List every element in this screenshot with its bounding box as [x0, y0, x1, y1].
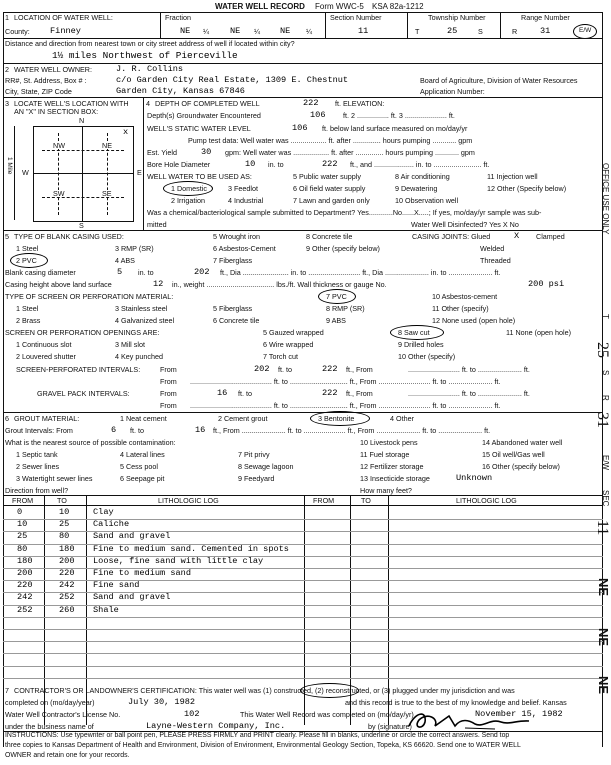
opening-drilled[interactable]: 9 Drilled holes: [398, 340, 444, 349]
signature-mark: [405, 708, 535, 732]
table-row: [3, 605, 603, 618]
certification-line-2b: and this record is true to the best of my knowledge and belief. Kansas: [345, 698, 567, 707]
gravel-label: GRAVEL PACK INTERVALS:: [37, 389, 130, 398]
casing-height-label: Casing height above land surface: [5, 280, 112, 289]
opening-sawcut-circle: [390, 325, 444, 340]
contam-privy[interactable]: 7 Pit privy: [238, 450, 270, 459]
log-cell-from[interactable]: 200: [17, 568, 33, 578]
screen-fiberglass[interactable]: 5 Fiberglass: [213, 304, 253, 313]
screen-pvc[interactable]: 7 PVC: [326, 292, 347, 301]
log-cell-from[interactable]: 242: [17, 592, 33, 603]
fraction-2[interactable]: NE: [230, 26, 241, 36]
yield-value[interactable]: 30: [201, 147, 212, 157]
county-value[interactable]: Finney: [50, 26, 81, 36]
casing-weight-label: in., weight .................................. lbs./ft. Wall thickness or gauge No.: [172, 280, 387, 289]
section-6-number: 6: [5, 414, 9, 423]
contam-feedyard[interactable]: 9 Feedyard: [238, 474, 275, 483]
casing-clamped[interactable]: Clamped: [536, 232, 565, 241]
log-cell-to[interactable]: 180: [59, 543, 75, 554]
locator-e: E: [137, 168, 142, 177]
static-tail: ft. below land surface measured on mo/day/yr: [322, 124, 468, 133]
contam-livestock[interactable]: 10 Livestock pens: [360, 438, 418, 447]
log-cell-desc[interactable]: Loose, fine sand with little clay: [93, 555, 264, 566]
contam-insecticide[interactable]: 13 Insecticide storage: [360, 474, 430, 483]
quarter-2: ¼: [254, 27, 260, 36]
section-7-number: 7: [5, 686, 9, 695]
contam-fuel[interactable]: 11 Fuel storage: [360, 450, 410, 459]
casing-other[interactable]: 9 Other (specify below): [306, 244, 380, 253]
static-value[interactable]: 106: [292, 123, 308, 133]
township-label: Township Number: [428, 13, 486, 22]
locator-ne: NE: [102, 141, 112, 150]
chem-sample-label: Was a chemical/bacteriological sample submitted to Department? Yes............No......X.....; If yes, mo/day/yr sample was sub-: [147, 208, 542, 217]
log-cell-from[interactable]: 0: [17, 507, 23, 517]
use-domestic[interactable]: 1 Domestic: [171, 184, 207, 193]
section-1-label: LOCATION OF WATER WELL:: [14, 13, 113, 22]
pump-test-label: Pump test data: Well water was .................. ft. after .............. hours pumping ............ gpm: [188, 136, 473, 145]
use-oilfield[interactable]: 6 Oil field water supply: [293, 184, 366, 193]
township-t: T: [415, 27, 420, 36]
grout-cement[interactable]: 2 Cement grout: [218, 414, 268, 423]
log-cell-to[interactable]: 10: [59, 507, 70, 517]
casing-height-value[interactable]: 12: [153, 279, 164, 289]
casing-joints-x[interactable]: X: [514, 231, 520, 241]
yield-label: Est. Yield: [147, 148, 177, 157]
casing-rmp[interactable]: 3 RMP (SR): [115, 244, 154, 253]
casing-label: TYPE OF BLANK CASING USED:: [14, 232, 124, 241]
opening-gauzed[interactable]: 5 Gauzed wrapped: [263, 328, 324, 337]
log-cell-from[interactable]: 220: [17, 580, 33, 591]
contam-septic[interactable]: 1 Septic tank: [16, 450, 58, 459]
opening-torch[interactable]: 7 Torch cut: [263, 352, 299, 361]
application-label: Application Number:: [420, 87, 485, 96]
perforated-label: SCREEN-PERFORATED INTERVALS:: [16, 365, 141, 374]
screen-rmp[interactable]: 8 RMP (SR): [326, 304, 365, 313]
form-title: WATER WELL RECORD: [215, 2, 305, 11]
perf-to-value[interactable]: 222: [322, 364, 338, 374]
range-ew: E/W: [579, 27, 592, 34]
distance-label: Distance and direction from nearest town or city street address of well if located within city?: [5, 39, 295, 48]
section-2-number: 2: [5, 65, 9, 74]
perf-from-label-2: ft., From: [346, 365, 373, 374]
completed-value[interactable]: July 30, 1982: [128, 697, 196, 707]
use-other[interactable]: 12 Other (Specify below): [487, 184, 567, 193]
instructions-line-1: INSTRUCTIONS: Use typewriter or ball point pen, PLEASE PRESS FIRMLY and PRINT clearly. Please fill in blanks, underline or circle the correct answers. Send top: [5, 732, 510, 739]
gravel-from-label-2: ft., From: [346, 389, 373, 398]
screen-stainless[interactable]: 3 Stainless steel: [115, 304, 168, 313]
gravel-to-value[interactable]: 222: [322, 388, 338, 398]
log-header-to-2: TO: [361, 496, 371, 505]
use-air[interactable]: 8 Air conditioning: [395, 172, 450, 181]
casing-abs[interactable]: 4 ABS: [115, 256, 135, 265]
opening-other[interactable]: 10 Other (specify): [398, 352, 456, 361]
casing-pvc[interactable]: 2 PVC: [16, 256, 37, 265]
locator-n: N: [79, 116, 85, 125]
gravel-from-label-1: From: [160, 389, 177, 398]
log-cell-to[interactable]: 252: [59, 592, 75, 603]
gravel-from-label-3: From: [160, 401, 177, 410]
table-row: [3, 580, 603, 593]
contam-cesspool[interactable]: 5 Cess pool: [120, 462, 158, 471]
grout-from-value[interactable]: 6: [111, 425, 117, 435]
bore-value[interactable]: 10: [245, 159, 256, 169]
use-injection[interactable]: 11 Injection well: [487, 172, 538, 181]
perf-tail-1: .......................... ft. to ...................... ft.: [408, 365, 530, 374]
bore-depth-value[interactable]: 222: [322, 159, 338, 169]
form-number: Form WWC-5: [315, 2, 364, 11]
bore-mid: in. to: [268, 160, 284, 169]
locator-x-mark: x: [123, 127, 129, 137]
groundwater-tail: ft. 2 ................ ft. 3 ..................... ft.: [343, 111, 455, 120]
section-number-value[interactable]: 11: [358, 26, 369, 36]
office-sec-label: SEC: [601, 490, 610, 507]
howmany-label: How many feet?: [360, 486, 412, 495]
grout-tail: ft., From ...................... ft. to ..................... ft., From ...................... ft. to ...................... ft.: [213, 426, 491, 435]
casing-gauge-value[interactable]: 200 psi: [528, 279, 565, 289]
screen-concrete[interactable]: 6 Concrete tile: [213, 316, 260, 325]
range-value[interactable]: 31: [540, 26, 551, 36]
fraction-label: Fraction: [165, 13, 191, 22]
business-value[interactable]: Layne-Western Company, Inc.: [146, 721, 286, 731]
opening-continuous[interactable]: 1 Continuous slot: [16, 340, 72, 349]
license-label: Water Well Contractor's License No.: [5, 710, 121, 719]
contam-oilgas[interactable]: 15 Oil well/Gas well: [482, 450, 545, 459]
yield-tail: gpm: Well water was .................. ft. after .............. hours pumping ............ gpm: [225, 148, 475, 157]
log-cell-to[interactable]: 220: [59, 568, 75, 578]
range-w-circle: [573, 24, 597, 39]
groundwater-value[interactable]: 106: [310, 110, 326, 120]
gravel-tail-2: ......................................... ft. to ............................. ft., From .......................... ft. to ...................... ft.: [190, 401, 501, 410]
quarter-3: ¼: [306, 27, 312, 36]
section-5-number: 5: [5, 232, 9, 241]
casing-asbestos[interactable]: 6 Asbestos-Cement: [213, 244, 276, 253]
disinfected-label: Water Well Disinfected? Yes X No: [411, 220, 519, 229]
use-feedlot[interactable]: 3 Feedlot: [228, 184, 258, 193]
log-header-to: TO: [57, 496, 67, 505]
log-header-from: FROM: [12, 496, 34, 505]
address-value[interactable]: c/o Garden City Real Estate, 1309 E. Chestnut: [116, 75, 349, 85]
log-header-from-2: FROM: [313, 496, 335, 505]
log-cell-from[interactable]: 252: [17, 604, 33, 615]
gravel-from-value[interactable]: 16: [217, 388, 228, 398]
opening-louvered[interactable]: 2 Louvered shutter: [16, 352, 76, 361]
table-row: [3, 617, 603, 630]
contamination-label: What is the nearest source of possible contamination:: [5, 438, 176, 447]
business-label: under the business name of: [5, 722, 94, 731]
contam-watertight[interactable]: 3 Watertight sewer lines: [16, 474, 93, 483]
table-row: [3, 519, 603, 532]
instructions-line-3: OWNER and retain one for your records.: [5, 752, 130, 759]
section-3-number: 3: [5, 99, 9, 108]
fraction-1[interactable]: NE: [180, 26, 191, 36]
office-r-label: R: [601, 395, 610, 401]
log-header-log-2: LITHOLOGIC LOG: [456, 496, 517, 505]
depth-value[interactable]: 222: [303, 98, 319, 108]
license-value[interactable]: 102: [184, 709, 200, 719]
screen-asbestos[interactable]: 10 Asbestos-cement: [432, 292, 498, 301]
signature-label: by (signature): [368, 722, 412, 731]
gravel-tail-1: .......................... ft. to ...................... ft.: [408, 389, 530, 398]
perf-to-label-1: ft. to: [278, 365, 292, 374]
instructions-line-2: three copies to Kansas Department of Health and Environment, Division of Environment, Environmental Geology Section, Topeka, KS 66620. Send one to WATER WELL: [5, 742, 521, 749]
table-row: [3, 592, 603, 605]
log-cell-to[interactable]: 260: [59, 604, 75, 615]
quarter-1: ¼: [203, 27, 209, 36]
table-row: [3, 531, 603, 544]
opening-none[interactable]: 11 None (open hole): [506, 328, 571, 337]
grout-other[interactable]: 4 Other: [390, 414, 414, 423]
office-sec-value: 11: [594, 520, 611, 536]
certification-line-1: CONTRACTOR'S OR LANDOWNER'S CERTIFICATION: This water well was (1) constructed, (2) reconstructed, or (3) plugged under my jurisdiction and was: [14, 686, 515, 695]
casing-concrete[interactable]: 8 Concrete tile: [306, 232, 353, 241]
perf-from-label-1: From: [160, 365, 177, 374]
use-public[interactable]: 5 Public water supply: [293, 172, 361, 181]
log-cell-from[interactable]: 180: [17, 555, 33, 566]
screen-brass[interactable]: 2 Brass: [16, 316, 41, 325]
contam-fertilizer[interactable]: 12 Fertilizer storage: [360, 462, 424, 471]
locator-section-box[interactable]: [33, 126, 134, 222]
grout-label: GROUT MATERIAL:: [14, 414, 80, 423]
submitted-label: mitted: [147, 220, 167, 229]
log-cell-from[interactable]: 80: [17, 543, 28, 554]
casing-depth-value[interactable]: 202: [194, 267, 210, 277]
elevation-label: ft. ELEVATION:: [335, 99, 385, 108]
table-row: [3, 653, 603, 666]
range-label: Range Number: [521, 13, 570, 22]
completed-label: completed on (mo/day/year): [5, 698, 95, 707]
log-cell-desc[interactable]: Sand and gravel: [93, 592, 171, 603]
constructed-circle: [300, 683, 359, 698]
office-quarter-3: NE: [596, 676, 611, 695]
use-domestic-circle: [163, 181, 213, 196]
log-header-log: LITHOLOGIC LOG: [158, 496, 219, 505]
screen-material-label: TYPE OF SCREEN OR PERFORATION MATERIAL:: [5, 292, 174, 301]
grout-bentonite[interactable]: 3 Bentonite: [318, 414, 355, 423]
screen-other[interactable]: 11 Other (specify): [432, 304, 489, 313]
contam-abandoned[interactable]: 14 Abandoned water well: [482, 438, 563, 447]
township-s: S: [478, 27, 483, 36]
contam-lagoon[interactable]: 8 Sewage lagoon: [238, 462, 294, 471]
log-cell-desc[interactable]: Fine to medium sand. Cemented in spots: [93, 543, 289, 554]
board-label: Board of Agriculture, Division of Water Resources: [420, 76, 578, 85]
office-t-label: T: [601, 314, 610, 319]
fraction-3[interactable]: NE: [280, 26, 291, 36]
bore-label: Bore Hole Diameter: [147, 160, 211, 169]
section-3-label: LOCATE WELL'S LOCATION WITH AN "X" IN SECTION BOX:: [14, 99, 129, 117]
table-row: [3, 641, 603, 654]
locator-nw: NW: [53, 141, 65, 150]
screen-none[interactable]: 12 None used (open hole): [432, 316, 516, 325]
log-cell-desc[interactable]: Fine sand: [93, 580, 140, 591]
casing-steel[interactable]: 1 Steel: [16, 244, 39, 253]
log-cell-desc[interactable]: Fine to medium sand: [93, 568, 191, 578]
log-cell-to[interactable]: 242: [59, 580, 75, 591]
city-value[interactable]: Garden City, Kansas 67846: [116, 86, 245, 96]
log-cell-to[interactable]: 25: [59, 519, 70, 530]
section-4-number: 4: [146, 99, 150, 108]
openings-label: SCREEN OR PERFORATION OPENINGS ARE:: [5, 328, 160, 337]
contam-sewer[interactable]: 2 Sewer lines: [16, 462, 60, 471]
contam-other[interactable]: 16 Other (specify below): [482, 462, 560, 471]
use-industrial[interactable]: 4 Industrial: [228, 196, 264, 205]
grout-bentonite-circle: [310, 411, 370, 426]
casing-diameter-label: Blank casing diameter: [5, 268, 76, 277]
log-cell-to[interactable]: 200: [59, 555, 75, 566]
contam-lateral[interactable]: 4 Lateral lines: [120, 450, 165, 459]
log-cell-from[interactable]: 10: [17, 519, 28, 530]
direction-label: Direction from well?: [5, 486, 69, 495]
screen-galvanized[interactable]: 4 Galvanized steel: [115, 316, 175, 325]
mile-label: 1 Mile: [6, 157, 13, 175]
section-1-number: 1: [5, 13, 9, 22]
perf-tail-2: ......................................... ft. to ............................. ft., From .......................... ft. to ...................... ft.: [190, 377, 501, 386]
office-r-value: 31: [594, 412, 611, 428]
table-row: [3, 556, 603, 569]
opening-key[interactable]: 4 Key punched: [115, 352, 163, 361]
log-cell-desc[interactable]: Shale: [93, 604, 119, 615]
casing-diameter-value[interactable]: 5: [117, 267, 123, 277]
log-cell-desc[interactable]: Sand and gravel: [93, 531, 171, 542]
use-irrigation[interactable]: 2 Irrigation: [171, 196, 205, 205]
range-r: R: [512, 27, 518, 36]
owner-value[interactable]: J. R. Collins: [116, 64, 184, 74]
office-quarter-2: NE: [596, 628, 611, 647]
perf-from-label-3: From: [160, 377, 177, 386]
use-label: WELL WATER TO BE USED AS:: [147, 172, 252, 181]
grout-to-label: ft. to: [130, 426, 144, 435]
bore-tail: ft., and .................... in. to ........................ ft.: [350, 160, 490, 169]
use-observation[interactable]: 10 Observation well: [395, 196, 459, 205]
log-cell-desc[interactable]: Caliche: [93, 519, 130, 530]
grout-to-value[interactable]: 16: [195, 425, 206, 435]
section-2-label: WATER WELL OWNER:: [14, 65, 92, 74]
opening-mill[interactable]: 3 Mill slot: [115, 340, 145, 349]
locator-s: S: [79, 221, 84, 230]
log-cell-to[interactable]: 80: [59, 531, 70, 542]
grout-neat[interactable]: 1 Neat cement: [120, 414, 167, 423]
screen-abs[interactable]: 9 ABS: [326, 316, 346, 325]
use-lawn[interactable]: 7 Lawn and garden only: [293, 196, 370, 205]
casing-diameter-tail: ft., Dia ....................... in. to .......................... ft., Dia ...................... in. to ...................... ft.: [220, 268, 501, 277]
screen-steel[interactable]: 1 Steel: [16, 304, 39, 313]
perf-from-value[interactable]: 202: [254, 364, 270, 374]
groundwater-label: Depth(s) Groundwater Encountered: [147, 111, 261, 120]
statute-ref: KSA 82a-1212: [372, 2, 424, 11]
table-row: [3, 544, 603, 557]
record-date-value[interactable]: November 15, 1982: [475, 709, 563, 719]
casing-welded[interactable]: Welded: [480, 244, 505, 253]
grout-intervals-label: Grout Intervals: From: [5, 426, 73, 435]
locator-se: SE: [102, 189, 112, 198]
log-cell-from[interactable]: 25: [17, 531, 28, 542]
screen-pvc-circle: [318, 289, 356, 304]
gravel-to-label-1: ft. to: [238, 389, 252, 398]
casing-joints-label: CASING JOINTS: Glued: [412, 232, 491, 241]
office-ew-label: E/W: [601, 455, 610, 471]
distance-value[interactable]: 1½ miles Northwest of Pierceville: [52, 50, 238, 61]
address-label: RR#, St. Address, Box # :: [5, 76, 87, 85]
office-use-label: OFFICE USE ONLY: [601, 163, 610, 235]
table-row: [3, 666, 603, 679]
casing-diameter-in: in. to: [138, 268, 154, 277]
opening-wire[interactable]: 6 Wire wrapped: [263, 340, 314, 349]
casing-fiberglass[interactable]: 7 Fiberglass: [213, 256, 253, 265]
contam-distance-value[interactable]: Unknown: [456, 473, 493, 483]
opening-sawcut[interactable]: 8 Saw cut: [398, 328, 430, 337]
office-t-value: 25: [594, 342, 611, 358]
locator-sw: SW: [53, 189, 65, 198]
static-label: WELL'S STATIC WATER LEVEL: [147, 124, 251, 133]
office-quarter-1: NE: [596, 578, 611, 597]
county-label: County:: [5, 27, 30, 36]
contam-seepage[interactable]: 6 Seepage pit: [120, 474, 165, 483]
section-number-label: Section Number: [330, 13, 382, 22]
use-dewatering[interactable]: 9 Dewatering: [395, 184, 438, 193]
casing-wrought[interactable]: 5 Wrought iron: [213, 232, 261, 241]
locator-w: W: [22, 168, 29, 177]
office-s-label: S: [601, 370, 610, 376]
township-value[interactable]: 25: [447, 26, 458, 36]
log-cell-desc[interactable]: Clay: [93, 507, 114, 517]
casing-threaded[interactable]: Threaded: [480, 256, 511, 265]
record-date-label: This Water Well Record was completed on (mo/day/yr): [240, 710, 414, 719]
casing-pvc-circle: [10, 253, 48, 268]
depth-label: DEPTH OF COMPLETED WELL: [155, 99, 260, 108]
city-label: City, State, ZIP Code: [5, 87, 72, 96]
